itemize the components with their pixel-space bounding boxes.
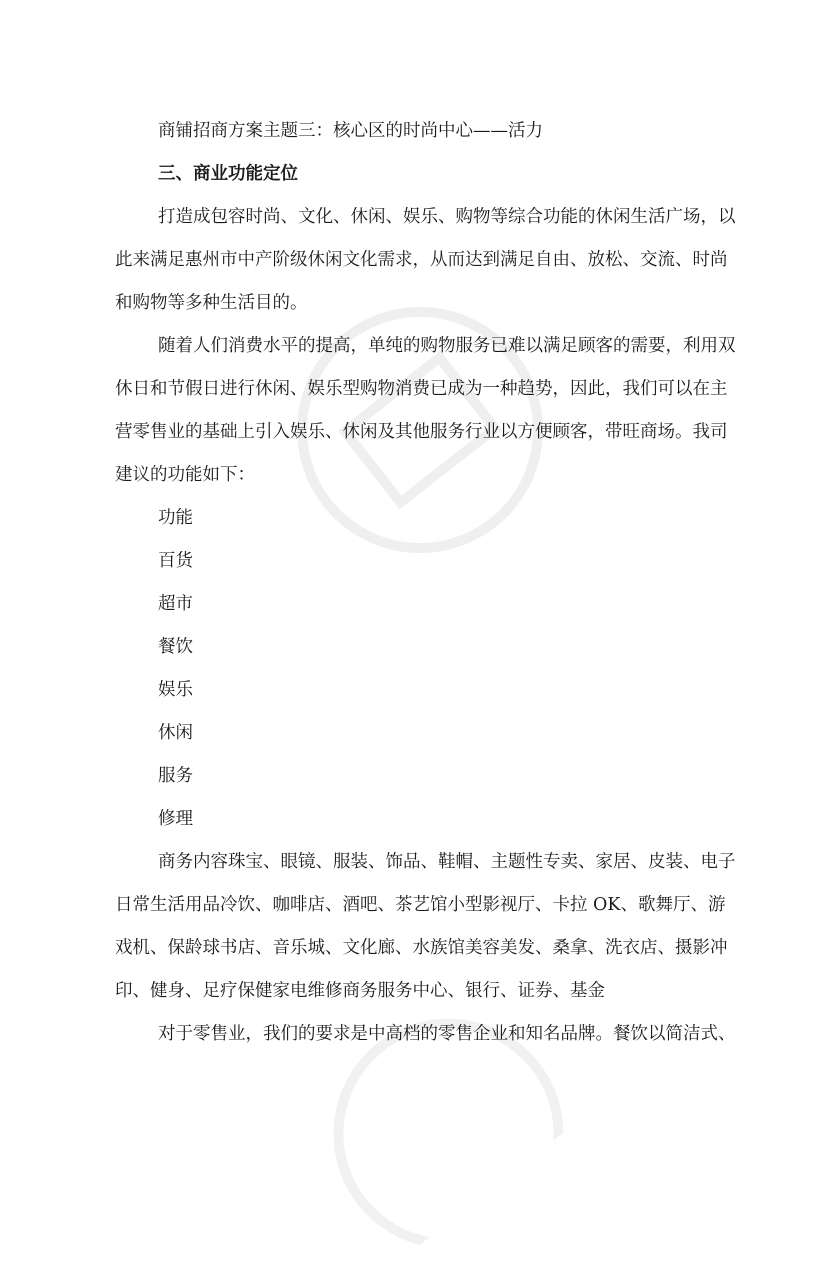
paragraph-line: 日常生活用品冷饮、咖啡店、酒吧、茶艺馆小型影视厅、卡拉 OK、歌舞厅、游 [115, 895, 726, 915]
section-heading: 三、商业功能定位 [158, 164, 298, 184]
list-item: 服务 [158, 766, 193, 786]
document-subtitle: 商铺招商方案主题三：核心区的时尚中心——活力 [158, 121, 543, 141]
paragraph-retail [115, 1013, 736, 1056]
document-body [115, 110, 736, 1056]
paragraph-business-content [115, 841, 736, 1013]
function-list [115, 497, 715, 841]
paragraph-line: 建议的功能如下： [115, 465, 255, 485]
paragraph-line: 印、健身、足疗保健家电维修商务服务中心、银行、证券、基金 [115, 981, 605, 1001]
paragraph-line: 打造成包容时尚、文化、休闲、娱乐、购物等综合功能的休闲生活广场，以 [158, 207, 736, 227]
paragraph-positioning [115, 196, 736, 325]
list-item: 功能 [158, 508, 193, 528]
list-item: 修理 [158, 809, 193, 829]
paragraph-line: 休日和节假日进行休闲、娱乐型购物消费已成为一种趋势，因此，我们可以在主 [115, 379, 728, 399]
paragraph-line: 商务内容珠宝、眼镜、服装、饰品、鞋帽、主题性专卖、家居、皮装、电子 [158, 852, 736, 872]
list-item: 百货 [158, 551, 193, 571]
paragraph-line: 对于零售业，我们的要求是中高档的零售企业和知名品牌。餐饮以简洁式、 [158, 1024, 736, 1044]
paragraph-line: 戏机、保龄球书店、音乐城、文化廊、水族馆美容美发、桑拿、洗衣店、摄影冲 [115, 938, 728, 958]
paragraph-trend [115, 325, 736, 497]
list-item: 娱乐 [158, 680, 193, 700]
paragraph-line: 营零售业的基础上引入娱乐、休闲及其他服务行业以方便顾客，带旺商场。我司 [115, 422, 728, 442]
list-item: 休闲 [158, 723, 193, 743]
list-item: 超市 [158, 594, 193, 614]
paragraph-line: 随着人们消费水平的提高，单纯的购物服务已难以满足顾客的需要，利用双 [158, 336, 736, 356]
paragraph-line: 此来满足惠州市中产阶级休闲文化需求，从而达到满足自由、放松、交流、时尚 [115, 250, 728, 270]
list-item: 餐饮 [158, 637, 193, 657]
paragraph-line: 和购物等多种生活目的。 [115, 293, 308, 313]
